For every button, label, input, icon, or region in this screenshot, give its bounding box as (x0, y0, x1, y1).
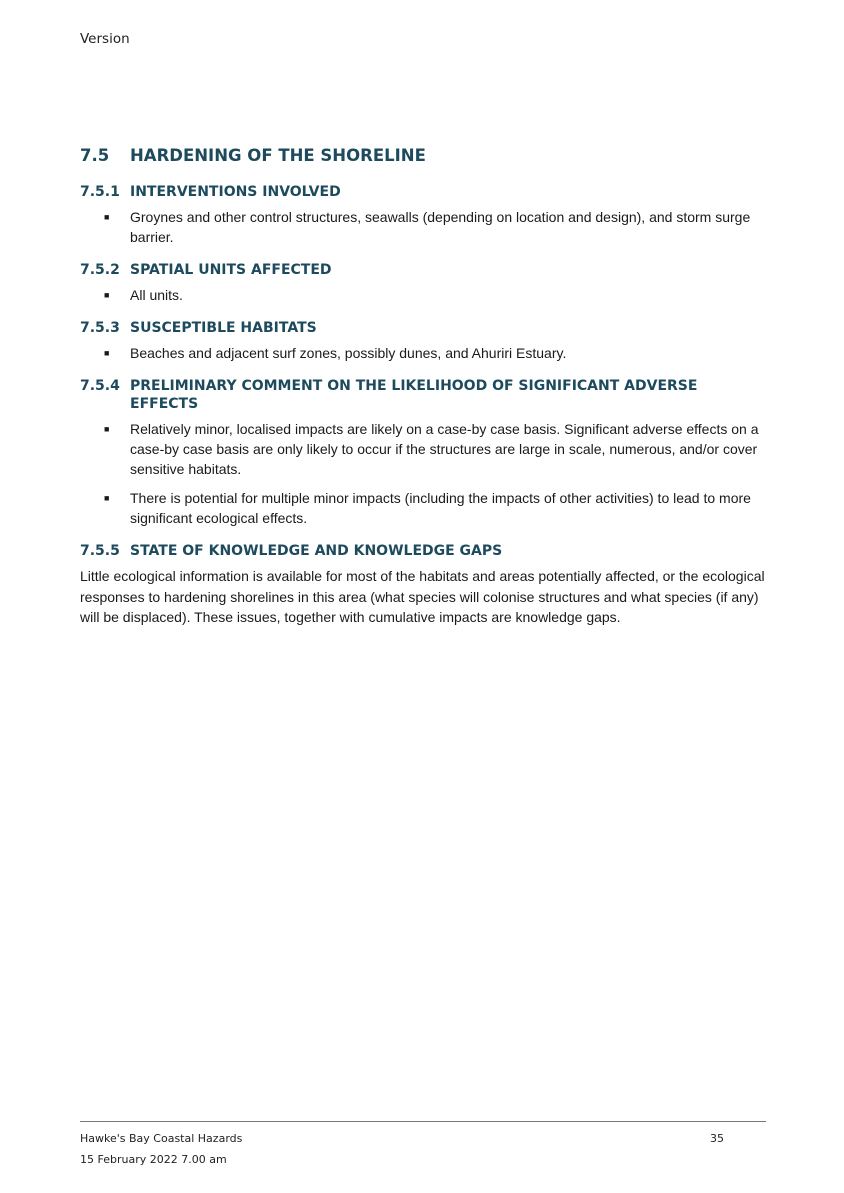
list-item (80, 419, 770, 479)
subsection-heading (80, 319, 770, 337)
subsection-title: SPATIAL UNITS AFFECTED (130, 262, 332, 278)
bullet-icon: ■ (104, 424, 110, 434)
bullet-list (80, 419, 770, 528)
subsection-number: 7.5.1 (80, 184, 120, 200)
subsection-knowledge-gaps (80, 542, 770, 628)
subsection-preliminary-comment (80, 377, 770, 528)
footer-document-title: Hawke's Bay Coastal Hazards (80, 1132, 243, 1145)
bullet-list (80, 285, 770, 305)
subsection-heading (80, 377, 770, 413)
subsection-interventions (80, 183, 770, 247)
subsection-number: 7.5.3 (80, 320, 120, 336)
bullet-icon: ■ (104, 212, 110, 222)
section-title: HARDENING OF THE SHORELINE (130, 146, 426, 165)
subsection-heading (80, 542, 770, 560)
subsection-number: 7.5.5 (80, 543, 120, 559)
section-number: 7.5 (80, 146, 110, 165)
bullet-icon: ■ (104, 493, 110, 503)
bullet-icon: ■ (104, 290, 110, 300)
list-item-text: Groynes and other control structures, seawalls (depending on location and design), and storm surge barrier. (130, 209, 751, 245)
subsection-number: 7.5.4 (80, 378, 120, 394)
subsection-heading (80, 261, 770, 279)
footer-divider (80, 1121, 766, 1122)
header-version-label: Version (80, 31, 130, 47)
list-item (80, 285, 770, 305)
body-paragraph: Little ecological information is available for most of the habitats and areas potentially affected, or the ecological responses to hardening shorelines in this area (what species will colonise structures and what species (if any) will be displaced). These issues, together with cumulative impacts are knowledge gaps. (80, 568, 765, 625)
footer-info (80, 1128, 242, 1170)
list-item (80, 207, 770, 247)
list-item-text: Beaches and adjacent surf zones, possibly dunes, and Ahuriri Estuary. (130, 345, 567, 361)
bullet-icon: ■ (104, 348, 110, 358)
list-item (80, 343, 770, 363)
subsection-title: INTERVENTIONS INVOLVED (130, 184, 341, 200)
list-item (80, 488, 770, 528)
subsection-title: STATE OF KNOWLEDGE AND KNOWLEDGE GAPS (130, 543, 503, 559)
bullet-list (80, 343, 770, 363)
subsection-spatial-units (80, 261, 770, 305)
document-body (80, 146, 770, 642)
list-item-text: There is potential for multiple minor impacts (including the impacts of other activities) to lead to more significant ecological effects. (130, 490, 751, 526)
list-item-text: All units. (130, 287, 183, 303)
subsection-habitats (80, 319, 770, 363)
footer-date: 15 February 2022 7.00 am (80, 1153, 227, 1166)
bullet-list (80, 207, 770, 247)
subsection-heading (80, 183, 770, 201)
subsection-title: SUSCEPTIBLE HABITATS (130, 320, 317, 336)
section-heading-main (80, 146, 770, 166)
subsection-number: 7.5.2 (80, 262, 120, 278)
page-number: 35 (710, 1132, 724, 1145)
subsection-title: PRELIMINARY COMMENT ON THE LIKELIHOOD OF SIGNIFICANT ADVERSE EFFECTS (130, 378, 698, 412)
list-item-text: Relatively minor, localised impacts are likely on a case-by case basis. Significant adverse effects on a case-by case basis are only likely to occur if the structures are large in scale, numerous, and/or cover sensitive habitats. (130, 421, 759, 477)
